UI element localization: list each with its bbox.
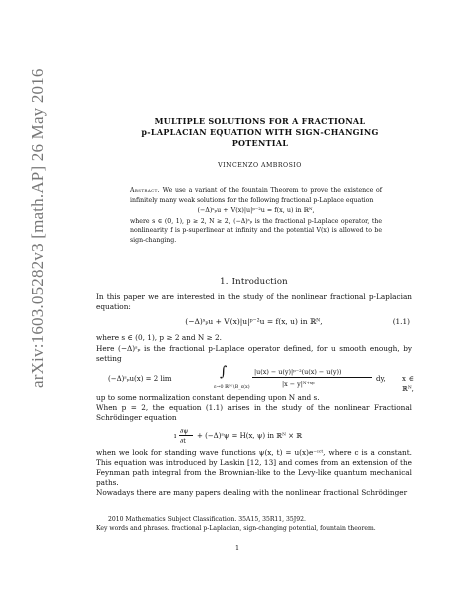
operator-definition-equation	[96, 364, 414, 394]
imaginary-unit: ı	[174, 431, 177, 440]
paragraph-1: In this paper we are interested in the study of the nonlinear fractional p-Laplacian equation:	[96, 292, 412, 312]
paragraph-3: Here (−Δ)ˢₚ is the fractional p-Laplace operator defined, for u smooth enough, by setting	[96, 343, 412, 363]
abstract	[130, 186, 382, 246]
time-derivative-denominator: ∂t	[180, 436, 186, 445]
msc-classification: 2010 Mathematics Subject Classification. 35A15, 35R11, 35J92.	[108, 516, 306, 523]
equation-1-1-number: (1.1)	[392, 317, 410, 327]
body-text	[96, 292, 412, 499]
schrodinger-equation	[96, 426, 412, 446]
section-title: Introduction	[231, 277, 288, 287]
fraction-numerator: |u(x) − u(y)|ᵖ⁻²(u(x) − u(y))	[254, 368, 342, 377]
page-number: 1	[234, 544, 240, 552]
integral-subscript: ε→0 ℝᴺ∖B_ε(x)	[214, 385, 250, 391]
equation-1-1	[96, 315, 412, 330]
equation-1-1-content: (−Δ)ˢₚu + V(x)|u|ᵖ⁻²u = f(x, u) in ℝᴺ,	[185, 317, 323, 327]
abstract-text-1: We use a variant of the fountain Theorem to prove the existence of infinitely many weak solutions for the following fractional p-Laplace equation	[130, 187, 382, 204]
integral-sign: ∫	[220, 364, 228, 381]
paragraph-5: When p = 2, the equation (1.1) arises in the study of the nonlinear Fractional Schrödinger equation	[96, 403, 412, 423]
paragraph-7: Nowadays there are many papers dealing with the nonlinear fractional Schrödinger	[96, 488, 408, 498]
footnote	[96, 516, 412, 533]
paper-title	[110, 116, 410, 149]
arxiv-identifier: arXiv:1603.05282v3 [math.AP] 26 May 2016	[28, 68, 47, 388]
fraction-denominator: |x − y|ᴺ⁺ˢᵖ	[282, 380, 315, 389]
schrodinger-rest: + (−Δ)ˢψ = H(x, ψ) in ℝᴺ × ℝ	[197, 431, 303, 440]
abstract-equation: (−Δ)ˢₚu + V(x)|u|ᵖ⁻²u = f(x, u) in ℝᴺ,	[197, 206, 315, 215]
title-line-3: POTENTIAL	[231, 138, 289, 148]
paragraph-4: up to some normalization constant depending upon N and s.	[96, 393, 320, 403]
author-name: VINCENZO AMBROSIO	[218, 162, 302, 169]
equation-domain: x ∈ ℝᴺ,	[402, 375, 414, 394]
section-heading	[96, 277, 412, 287]
paragraph-2: where s ∈ (0, 1), p ≥ 2 and N ≥ 2.	[96, 333, 222, 343]
paragraph-6: when we look for standing wave functions ψ(x, t) = u(x)e⁻ᶦᶜᵗ, where c is a constant. This equation was introduced by Laskin [12, 13] and comes from an extension of the Feynman path integral from the Brownian-like to the Levy-like quantum mechanical paths.	[96, 447, 412, 488]
time-derivative-numerator: ∂ψ	[180, 426, 189, 435]
fraction-bar	[252, 377, 372, 378]
title-line-2: p-LAPLACIAN EQUATION WITH SIGN-CHANGING	[141, 127, 379, 137]
abstract-heading: Abstract.	[130, 187, 161, 194]
operator-lhs: (−Δ)ˢₚu(x) = 2 lim	[108, 375, 172, 384]
abstract-text-2: where s ∈ (0, 1), p ≥ 2, N ≥ 2, (−Δ)ˢₚ is the fractional p-Laplace operator, the nonlinearity f is p-superlinear at infinity and the potential V(x) is allowed to be sign-changing.	[130, 217, 382, 244]
title-line-1: MULTIPLE SOLUTIONS FOR A FRACTIONAL	[154, 116, 366, 126]
integral-differential: dy,	[376, 375, 386, 384]
keywords: Key words and phrases. fractional p-Laplacian, sign-changing potential, fountain theorem.	[96, 524, 376, 532]
section-number: 1.	[220, 277, 229, 287]
